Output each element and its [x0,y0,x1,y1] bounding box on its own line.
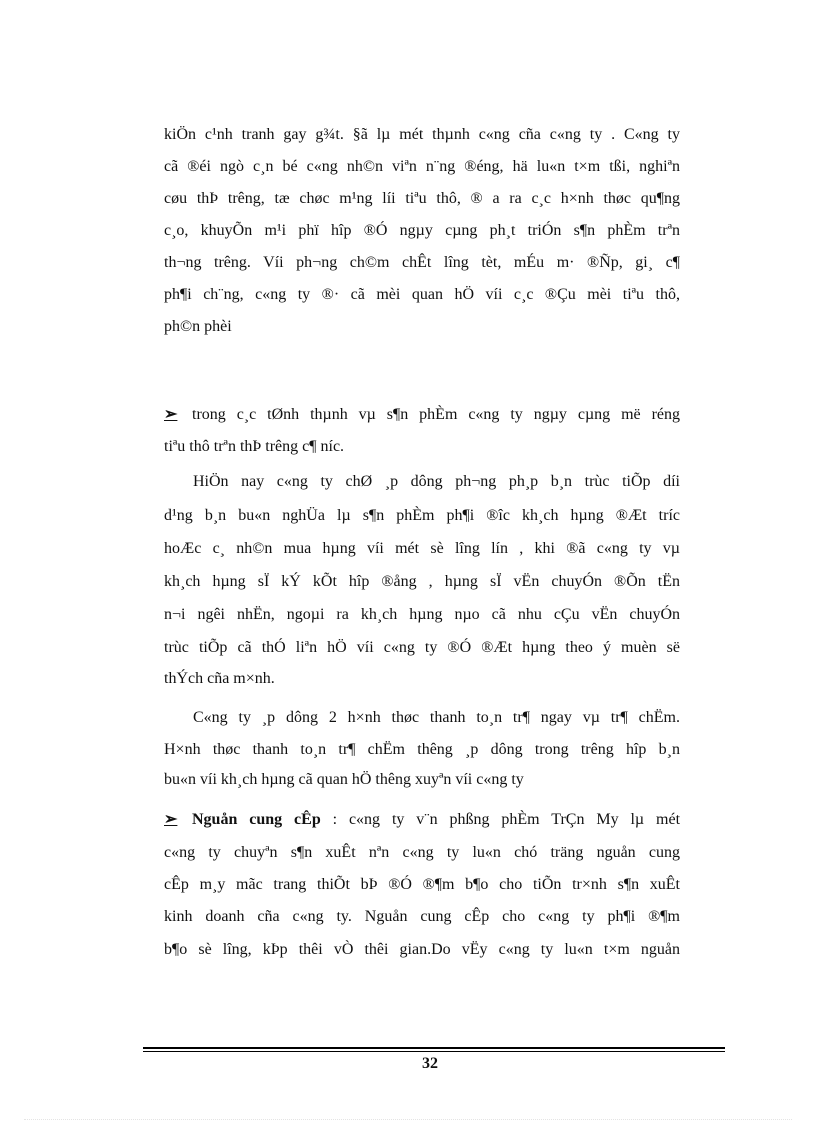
paragraph-line: H×nh thøc thanh to¸n tr¶ chËm thêng ¸p dông trong trêng hîp b¸n [164,741,680,758]
bullet-heading: Nguån cung cÊp [192,811,321,828]
bullet-item [164,405,680,425]
paragraph-line: ph¶i ch¨ng, c«ng ty ®· cã mèi quan hÖ víi c¸c ®Çu mèi tiªu thô, [164,286,680,303]
bullet-text: : c«ng ty v¨n phßng phÈm TrÇn My lµ mét [320,811,681,828]
bullet-item [164,810,680,830]
paragraph-line: c¸o, khuyÕn m¹i phï hîp ®Ó ngµy cµng ph¸t triÓn s¶n phÈm trªn [164,222,680,239]
bullet-line: kinh doanh cña c«ng ty. Nguån cung cÊp cho c«ng ty ph¶i ®¶m [164,908,680,925]
bullet-line: tiªu thô trªn thÞ trêng c¶ níc. [164,438,345,455]
paragraph-line: th¬ng trêng. Víi ph¬ng ch©m chÊt lîng tèt, mÉu m· ®Ñp, gi¸ c¶ [164,254,680,271]
paragraph-line: d¹ng b¸n bu«n nghÜa lµ s¶n phÈm ph¶i ®îc kh¸ch hµng ®Æt tríc [164,507,680,524]
paragraph-line: trùc tiÕp cã thÓ liªn hÖ víi c«ng ty ®Ó ®Æt hµng theo ý muèn së [164,639,680,656]
bullet-arrow-icon: ➢ [164,406,178,423]
bullet-text: trong c¸c tØnh thµnh vµ s¶n phÈm c«ng ty ngµy cµng më réng [192,406,680,423]
paragraph-line: C«ng ty ¸p dông 2 h×nh thøc thanh to¸n tr¶ ngay vµ tr¶ chËm. [193,709,680,726]
bullet-line: b¶o sè lîng, kÞp thêi vÒ thêi gian.Do vËy c«ng ty lu«n t×m nguån [164,941,680,958]
bullet-arrow-icon: ➢ [164,811,178,828]
bullet-line: c«ng ty chuyªn s¶n xuÊt nªn c«ng ty lu«n chó träng nguån cung [164,844,680,861]
page-number: 32 [422,1055,438,1072]
paragraph-line: thÝch cña m×nh. [164,670,275,687]
footer-rule [143,1047,725,1049]
paragraph-line: kiÖn c¹nh tranh gay g¾t. §ã lµ mét thµnh c«ng cña c«ng ty . C«ng ty [164,126,680,143]
page-bottom-divider [24,1119,792,1120]
paragraph-line: cøu thÞ trêng, tæ chøc m¹ng líi tiªu thô, ® a ra c¸c h×nh thøc qu¶ng [164,190,680,207]
paragraph-line: kh¸ch hµng sÏ kÝ kÕt hîp ®ång , hµng sÏ vËn chuyÓn ®Õn tËn [164,573,680,590]
paragraph-line: hoÆc c¸ nh©n mua hµng víi mét sè lîng lín , khi ®ã c«ng ty vµ [164,540,680,557]
bullet-line: cÊp m¸y mãc trang thiÕt bÞ ®Ó ®¶m b¶o cho tiÕn tr×nh s¶n xuÊt [164,876,680,893]
footer-rule-thin [143,1051,725,1052]
paragraph-line: bu«n víi kh¸ch hµng cã quan hÖ thêng xuyªn víi c«ng ty [164,771,524,788]
paragraph-line: n¬i ngêi nhËn, ngoµi ra kh¸ch hµng nµo cã nhu cÇu vËn chuyÓn [164,606,680,623]
paragraph-line: ph©n phèi [164,318,232,335]
paragraph-line: HiÖn nay c«ng ty chØ ¸p dông ph¬ng ph¸p b¸n trùc tiÕp díi [193,473,680,490]
paragraph-line: cã ®éi ngò c¸n bé c«ng nh©n viªn n¨ng ®éng, hä lu«n t×m tßi, nghiªn [164,158,680,175]
